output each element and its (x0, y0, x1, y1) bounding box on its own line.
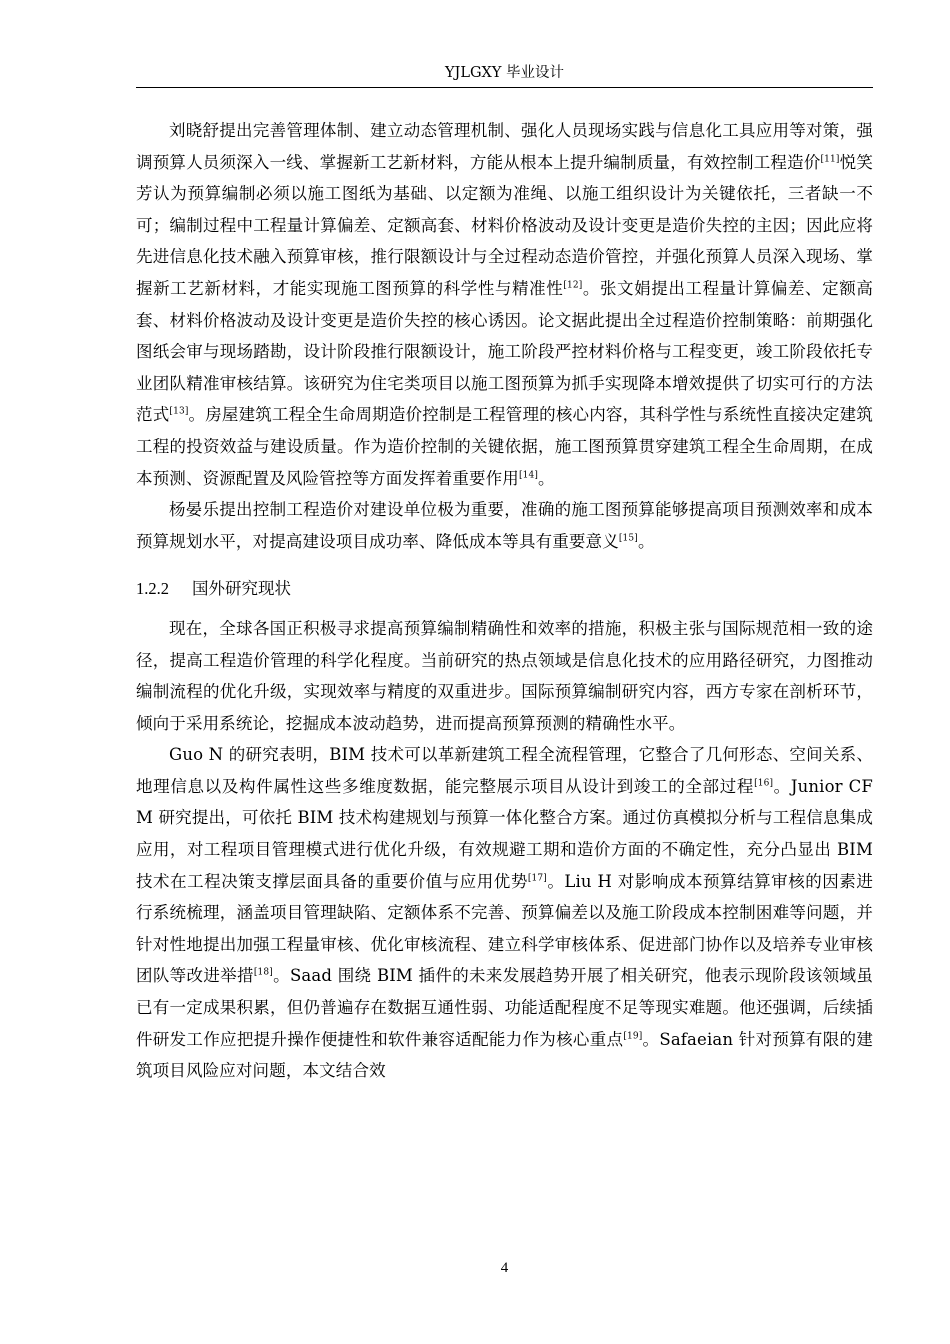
paragraph-text: 刘晓舒提出完善管理体制、建立动态管理机制、强化人员现场实践与信息化工具应用等对策，强调预算人员须深入一线、掌握新工艺新材料，方能从根本上提升编制质量，有效控制工程造价 (136, 121, 873, 172)
paragraph-text: 。Liu H 对影响成本预算结算审核的因素进行系统梳理，涵盖项目管理缺陷、定额体系不完善、预算偏差以及施工阶段成本控制困难等问题，并针对性地提出加强工程量审核、优化审核流程、建立科学审核体系、促进部门协作以及培养专业审核团队等改进举措 (136, 871, 873, 986)
paragraph (136, 494, 873, 557)
paragraph-text: 。房屋建筑工程全生命周期造价控制是工程管理的核心内容，其科学性与系统性直接决定建筑工程的投资效益与建设质量。作为造价控制的关键依据，施工图预算贯穿建筑工程全生命周期，在成本预测、资源配置及风险管控等方面发挥着重要作用 (136, 405, 873, 488)
citation-marker: [19] (623, 1031, 643, 1042)
citation-marker: [13] (169, 406, 189, 417)
section-heading (136, 573, 873, 605)
citation-marker: [17] (527, 873, 547, 884)
paragraph-text: 。Safaeian 针对预算有限的建筑项目风险应对问题，本文结合效 (136, 1029, 873, 1081)
section-title: 国外研究现状 (192, 579, 291, 599)
paragraph (136, 739, 873, 1087)
paragraph-text: 。 (538, 468, 555, 488)
paragraph-text: 现在，全球各国正积极寻求提高预算编制精确性和效率的措施，积极主张与国际规范相一致的途径，提高工程造价管理的科学化程度。当前研究的热点领域是信息化技术的应用路径研究，力图推动编制流程的优化升级，实现效率与精度的双重进步。国际预算编制研究内容，西方专家在剖析环节，倾向于采用系统论，挖掘成本波动趋势，进而提高预算预测的精确性水平。 (136, 618, 873, 733)
paragraph-text: 。Junior CF M 研究提出，可依托 BIM 技术构建规划与预算一体化整合方案。通过仿真模拟分析与工程信息集成应用，对工程项目管理模式进行优化升级，有效规避工期和造价方面的不确定性，充分凸显出 BIM 技术在工程决策支撑层面具备的重要价值与应用优势 (136, 776, 873, 891)
citation-marker: [18] (253, 967, 273, 978)
paragraph (136, 613, 873, 739)
paragraph-text: Guo N 的研究表明，BIM 技术可以革新建筑工程全流程管理，它整合了几何形态、空间关系、地理信息以及构件属性这些多维度数据，能完整展示项目从设计到竣工的全部过程 (136, 745, 873, 796)
section-number: 1.2.2 (136, 579, 169, 599)
paragraph-text: 杨晏乐提出控制工程造价对建设单位极为重要，准确的施工图预算能够提高项目预测效率和成本预算规划水平，对提高建设项目成功率、降低成本等具有重要意义 (136, 500, 873, 551)
paragraph-text: 悦笑芳认为预算编制必须以施工图纸为基础、以定额为准绳、以施工组织设计为关键依托，三者缺一不可；编制过程中工程量计算偏差、定额高套、材料价格波动及设计变更是造价失控的主因；因此应将先进信息化技术融入预算审核，推行限额设计与全过程动态造价管控，并强化预算人员深入现场、掌握新工艺新材料，才能实现施工图预算的科学性与精准性 (136, 152, 873, 298)
citation-marker: [14] (518, 470, 539, 481)
header-rule (136, 87, 873, 88)
citation-marker: [12] (563, 280, 583, 291)
document-page (136, 0, 873, 1344)
citation-marker: [11] (820, 154, 840, 165)
page-number: 4 (500, 1260, 509, 1276)
paragraph-text: 。Saad 围绕 BIM 插件的未来发展趋势开展了相关研究，他表示现阶段该领域虽已有一定成果积累，但仍普遍存在数据互通性弱、功能适配程度不足等现实难题。他还强调，后续插件研发工作应把提升操作便捷性和软件兼容适配能力作为核心重点 (136, 966, 873, 1049)
running-header: YJLGXY 毕业设计 (444, 65, 565, 81)
page-body (136, 115, 873, 1087)
citation-marker: [15] (618, 533, 638, 544)
paragraph (136, 115, 873, 494)
citation-marker: [16] (754, 778, 774, 789)
paragraph-text: 。张文娟提出工程量计算偏差、定额高套、材料价格波动及设计变更是造价失控的核心诱因。论文据此提出全过程造价控制策略：前期强化图纸会审与现场踏勘，设计阶段推行限额设计，施工阶段严控材料价格与工程变更，竣工阶段依托专业团队精准审核结算。该研究为住宅类项目以施工图预算为抓手实现降本增效提供了切实可行的方法范式 (136, 278, 873, 425)
paragraph-text: 。 (637, 531, 655, 551)
